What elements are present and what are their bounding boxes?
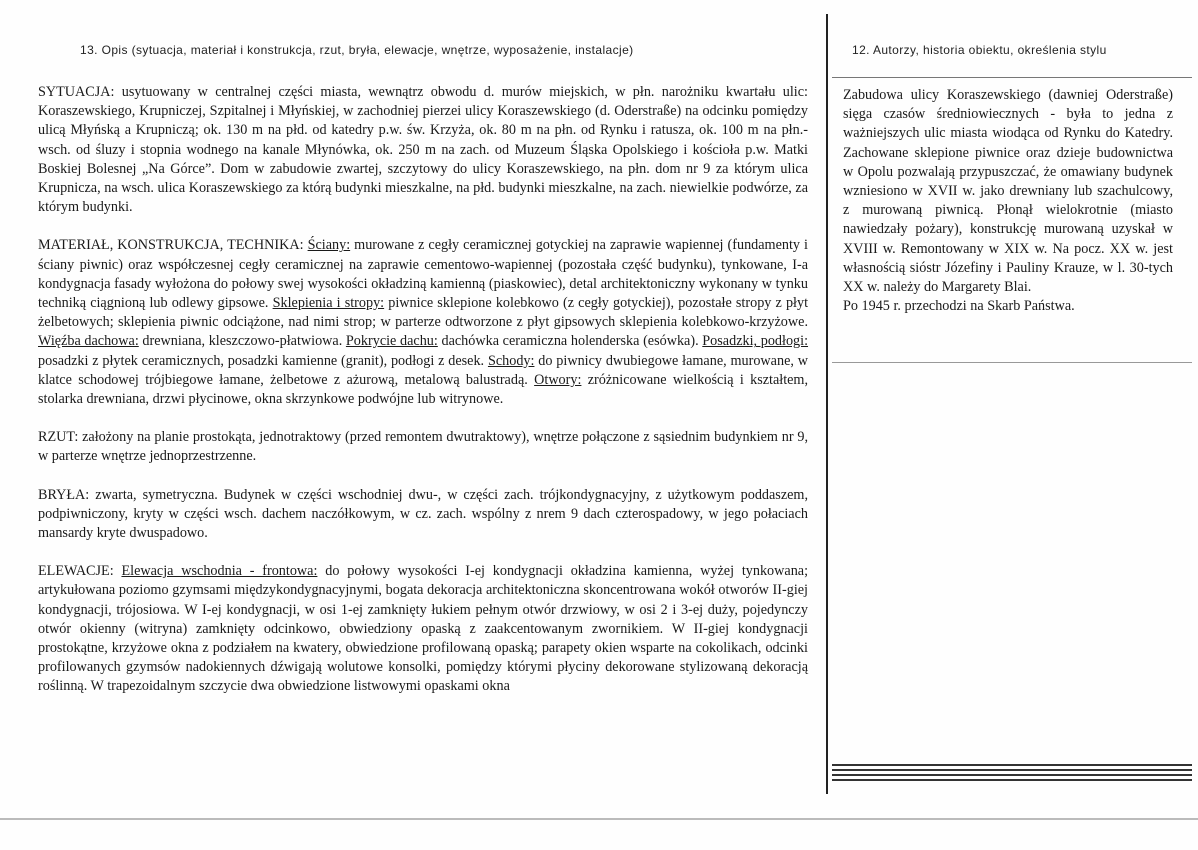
right-column-mid-rule — [832, 362, 1192, 363]
column-divider — [826, 14, 828, 794]
pokrycie-text: dachówka ceramiczna holenderska (esówka). — [441, 333, 699, 350]
otwory-text: zróżnicowane wielkością i kształtem, stolarka drewniana, drzwi płycinowe, okna skrzynkowe podwójne lub witrynowe. — [38, 371, 809, 408]
strike-line — [832, 764, 1192, 766]
material-label: MATERIAŁ, KONSTRUKCJA, TECHNIKA: — [38, 237, 304, 254]
pokrycie-label: Pokrycie dachu: — [345, 333, 438, 350]
bryla-label: BRYŁA: — [38, 486, 90, 503]
section-12-heading: 12. Autorzy, historia obiektu, określenia stylu — [852, 43, 1107, 57]
history-paragraph-2: Po 1945 r. przechodzi na Skarb Państwa. — [843, 298, 1075, 315]
schody-text: do piwnicy dwubiegowe łamane, murowane, w klatce schodowej trójbiegowe łamane, żelbetowe z ażurową, metalową balustradą. — [38, 352, 808, 388]
sciany-text: murowane z cegły ceramicznej gotyckiej na zaprawie wapiennej (fundamenty i ściany piwnic) oraz współczesnej cegły ceramicznej na zaprawie cementowo-wapiennej (pozostała część budynku), tynkowane, I-a kondygnacja fasady wyłożona do połowy swej wysokości okładziną kamienną (piaskowiec), detal architektoniczny wykonany w tynku techniką ciągnioną lub odlewy gipsowe. — [38, 237, 808, 312]
sytuacja-text: usytuowany w centralnej części miasta, wewnątrz obwodu d. murów miejskich, w płn. narożniku kwartału ulic: Koraszewskiego, Krupniczej, Szpitalnej i Młyńskiej, w zachodniej pierzei ulicy Koraszewskiego (d. Oderstraße) na odcinku pomiędzy ulicą Młyńską a Krupniczą; ok. 130 m na płd. od katedry p.w. św. Krzyża, ok. 80 m na płn. od Rynku i ratusza, ok. 100 m na płn.-wsch. od śluzy i stopnia wodnego na kanale Młynówka, ok. 250 m na zach. od Muzeum Śląska Opolskiego i kościoła p.w. Matki Boskiej Bolesnej „Na Górce”. Dom w zabudowie zwartej, szczytowy do ulicy Koraszewskiego, na płn. dom nr 9 za którym ulica Krupnicza, na wsch. ulica Koraszewskiego za którą budynki mieszkalne, na płd. budynki mieszkalne, na zach. niewielkie podwórze, za którym budynki. — [38, 84, 808, 216]
sciany-label: Ściany: — [307, 237, 351, 254]
description-column — [38, 83, 808, 716]
sklepienia-text: piwnice sklepione kolebkowo (z cegły gotyckiej), pozostałe stropy z płyt żelbetowych; sklepienia piwnic odciążone, nad nimi strop; w parterze odtworzone z płyt gipsowych sklepienia kolebkowo-krzyżowe. — [38, 295, 809, 331]
section-13-heading: 13. Opis (sytuacja, materiał i konstrukcja, rzut, bryła, elewacje, wnętrze, wyposażenie, instalacje) — [80, 43, 634, 57]
history-column — [843, 86, 1173, 316]
paragraph-elewacje — [38, 562, 808, 696]
strike-line — [832, 779, 1192, 781]
rzut-label: RZUT: — [38, 429, 79, 446]
elewacje-text: do połowy wysokości I-ej kondygnacji okładzina kamienna, wyżej tynkowana; artykułowana poziomo gzymsami międzykondygnacyjnymi, bogata dekoracja architektoniczna skoncentrowana wokół otworów II-giej kondygnacji, trójosiowa. W I-ej kondygnacji, w osi 1-ej zamknięty łukiem pełnym otwór drzwiowy, w osi 2 i 3-ej duży, pojedynczy otwór okienny (witryna) zamknięty odcinkowo, obwiedziony opaską z zaakcentowanym zwornikiem. W II-giej kondygnacji prostokątne, krzyżowe okna z podziałem na kwatery, obwiedzione profilowaną opaską; parapety okien wsparte na cokolikach, odcinki profilowanych gzymsów nadokiennych dźwigają wolutowe konsolki, pomiędzy którymi płyciny dekorowane stylizowaną dekoracją roślinną. W trapezoidalnym szczycie dwa obwiedzione listwowymi opaskami okna — [38, 563, 809, 695]
page-bottom-edge — [0, 818, 1198, 820]
sytuacja-label: SYTUACJA: — [38, 84, 115, 100]
sklepienia-label: Sklepienia i stropy: — [272, 295, 385, 312]
elewacja-wschodnia-label: Elewacja wschodnia - frontowa: — [121, 563, 318, 580]
posadzki-label: Posadzki, podłogi: — [702, 333, 809, 350]
posadzki-text: posadzki z płytek ceramicznych, posadzki kamienne (granit), podłogi z desek. — [38, 352, 485, 369]
strike-line — [832, 774, 1192, 776]
paragraph-rzut — [38, 428, 808, 466]
paragraph-material — [38, 236, 808, 409]
wiezba-text: drewniana, kleszczowo-płatwiowa. — [142, 333, 343, 350]
paragraph-sytuacja — [38, 83, 808, 217]
rzut-text: założony na planie prostokąta, jednotraktowy (przed remontem dwutraktowy), wnętrze połączone z sąsiednim budynkiem nr 9, w parterze wnętrze jednoprzestrzenne. — [38, 429, 808, 465]
strike-line — [832, 769, 1192, 771]
schody-label: Schody: — [487, 352, 535, 369]
wiezba-label: Więźba dachowa: — [38, 333, 139, 350]
paragraph-bryla — [38, 486, 808, 544]
elewacje-label: ELEWACJE: — [38, 563, 114, 580]
crossed-out-line — [832, 762, 1192, 782]
right-column-top-rule — [832, 77, 1192, 78]
otwory-label: Otwory: — [534, 371, 582, 388]
bryla-text: zwarta, symetryczna. Budynek w części wschodniej dwu-, w części zach. trójkondygnacyjny, z użytkowym poddaszem, podpiwniczony, kryty w części wsch. dachem naczółkowym, w cz. zach. wspólny z nrem 9 dach czterospadowy, w jego połaciach mansardy kryte dwuspadowo. — [38, 486, 809, 542]
history-paragraph-1: Zabudowa ulicy Koraszewskiego (dawniej Oderstraße) sięga czasów średniowiecznych - była to jedna z ważniejszych ulic miasta wiodąca od Rynku do Katedry. Zachowane sklepione piwnice oraz dzieje budownictwa w Opolu pozwalają przypuszczać, że omawiany budynek wzniesiono w XVII w. jako drewniany lub szachulcowy, z murowaną piwnicą. Płonął wielokrotnie (miasto nawiedzały pożary), konstrukcję murowaną uzyskał w XVIII w. Remontowany w XIX w. Na pocz. XX w. jest własnością sióstr Józefiny i Pauliny Krauze, w l. 30-tych XX w. należy do Margarety Blai. — [843, 87, 1173, 296]
